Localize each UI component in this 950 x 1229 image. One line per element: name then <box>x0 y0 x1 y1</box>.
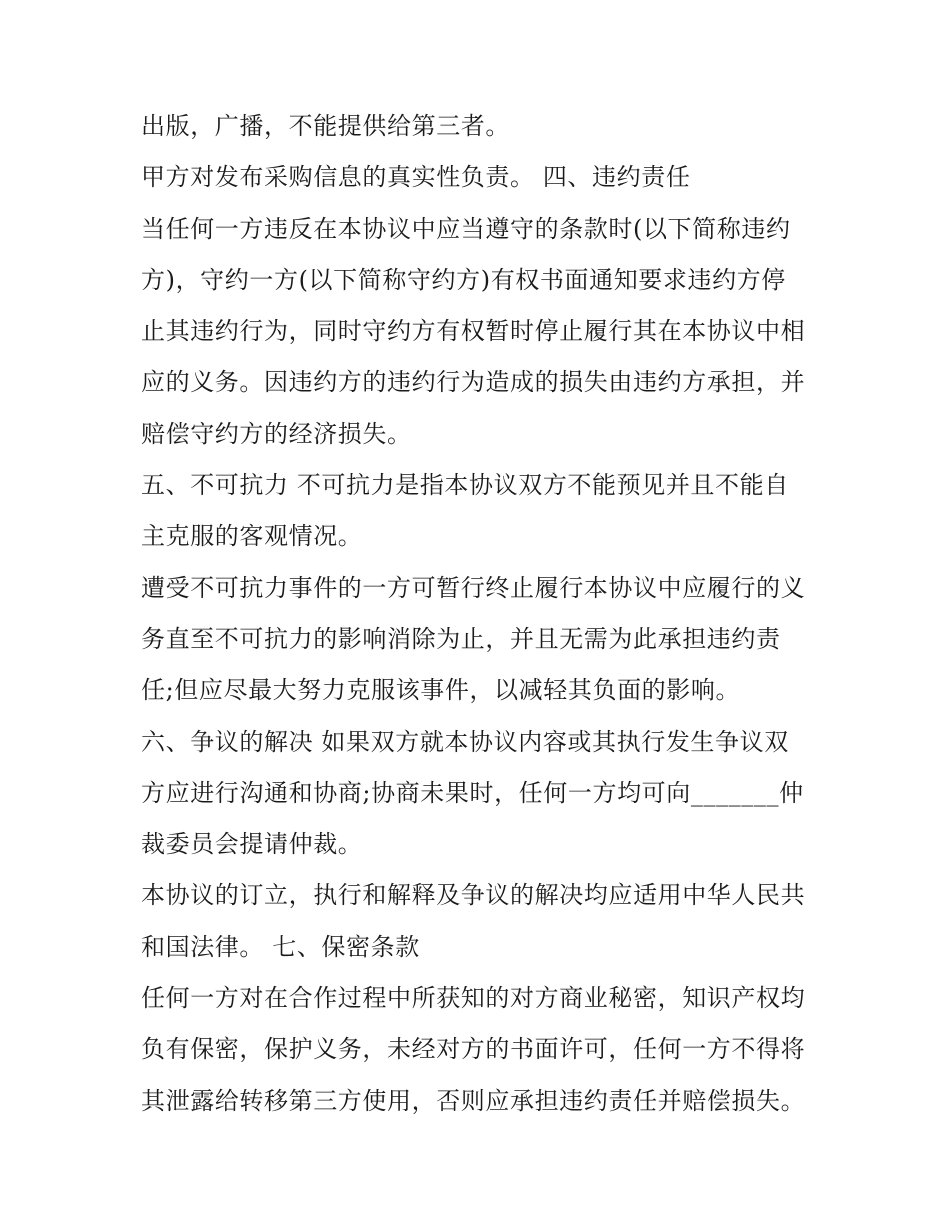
text-line: 五、不可抗力 不可抗力是指本协议双方不能预见并且不能自 <box>141 471 789 500</box>
text-line: 任何一方对在合作过程中所获知的对方商业秘密，知识产权均 <box>141 984 806 1013</box>
text-line: 和国法律。 七、保密条款 <box>141 932 420 961</box>
text-line: 裁委员会提请仲裁。 <box>141 830 363 859</box>
text-line: 务直至不可抗力的影响消除为止，并且无需为此承担违约责 <box>141 624 781 653</box>
text-line: 甲方对发布采购信息的真实性负责。 四、违约责任 <box>141 163 691 192</box>
text-line: 止其违约行为，同时守约方有权暂时停止履行其在本协议中相 <box>141 317 806 346</box>
text-line: 其泄露给转移第三方使用，否则应承担违约责任并赔偿损失。 <box>141 1086 806 1115</box>
text-line: 方应进行沟通和协商;协商未果时，任何一方均可向_______仲 <box>141 778 804 807</box>
text-line: 任;但应尽最大努力克服该事件，以减轻其负面的影响。 <box>141 676 741 705</box>
text-line: 应的义务。因违约方的违约行为造成的损失由违约方承担，并 <box>141 368 806 397</box>
text-line: 遭受不可抗力事件的一方可暂行终止履行本协议中应履行的义 <box>141 573 806 602</box>
text-line: 赔偿守约方的经济损失。 <box>141 419 412 448</box>
text-line: 出版，广播，不能提供给第三者。 <box>141 112 510 140</box>
document-body <box>141 101 821 1127</box>
text-line: 六、争议的解决 如果双方就本协议内容或其执行发生争议双 <box>141 727 789 756</box>
text-line: 当任何一方违反在本协议中应当遵守的条款时(以下简称违约 <box>141 214 791 243</box>
text-line: 负有保密，保护义务，未经对方的书面许可，任何一方不得将 <box>141 1035 806 1064</box>
text-line: 方)，守约一方(以下简称守约方)有权书面通知要求违约方停 <box>141 265 786 294</box>
text-line: 本协议的订立，执行和解释及争议的解决均应适用中华人民共 <box>141 881 806 910</box>
text-line: 主克服的客观情况。 <box>141 522 363 551</box>
